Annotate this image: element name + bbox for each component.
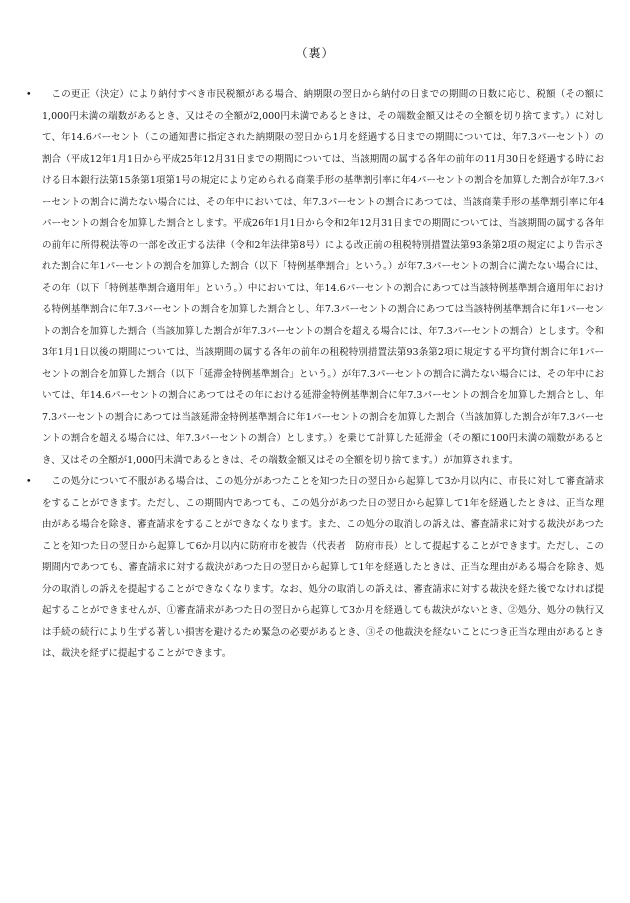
late-fee-paragraph: この更正（決定）により納付すべき市民税額がある場合、納期限の翌日から納付の日までの期間の日数に応じ、税額（その額に1,000円未満の端数があるとき、又はその全額が2,000円未満であるときは、その端数金額又はその全額を切り捨てます。）に対して、年14.6パーセント（この通知書に指定された納期限の翌日から1月を経過する日までの期間については、年7.3パーセント）の割合（平成12年1月1日から平成25年12月31日までの期間については、当該期間の属する各年の前年の11月30日を経過する時における日本銀行法第15条第1項第1号の規定により定められる商業手形の基準割引率に年4パーセントの割合を加算した割合が年7.3パーセントの割合に満たない場合には、その年中においては、年7.3パーセントの割合にあつては、当該商業手形の基準割引率に年4パーセントの割合を加算した割合とします。平成26年1月1日から令和2年12月31日までの期間については、当該期間の属する各年の前年に所得税法等の一部を改正する法律（令和2年法律第8号）による改正前の租税特別措置法第93条第2項の規定により告示された割合に年1パーセントの割合を加算した割合（以下「特例基準割合」という。）が年7.3パーセントの割合に満たない場合には、その年（以下「特例基準割合適用年」という。）中においては、年14.6パーセントの割合にあつては当該特例基準割合適用年における特例基準割合に年7.3パーセントの割合を加算した割合とし、年7.3パーセントの割合にあつては当該特例基準割合に年1パーセントの割合を加算した割合（当該加算した割合が年7.3パーセントの割合を超える場合には、年7.3パーセントの割合）とします。令和3年1月1日以後の期間については、当該期間の属する各年の前年の租税特別措置法第93条第2項に規定する平均貸付割合に年1パーセントの割合を加算した割合（以下「延滞金特例基準割合」という。）が年7.3パーセントの割合に満たない場合には、その年中においては、年14.6パーセントの割合にあつてはその年における延滞金特例基準割合に年7.3パーセントの割合を加算した割合とし、年7.3パーセントの割合にあつては当該延滞金特例基準割合に年1パーセントの割合を加算した割合（当該加算した割合が年7.3パーセントの割合を超える場合には、年7.3パーセントの割合）とします。）を乗じて計算した延滞金（その額に100円未満の端数があるとき、又はその全額が1,000円未満であるときは、その端数金額又はその全額を切り捨てます。）が加算されます。 bbox=[42, 89, 604, 466]
bullet-marker: • bbox=[26, 89, 32, 100]
appeal-paragraph: この処分について不服がある場合は、この処分があつたことを知つた日の翌日から起算して3か月以内に、市長に対して審査請求をすることができます。ただし、この期間内であつても、この処分があつた日の翌日から起算して1年を経過したときは、正当な理由がある場合を除き、審査請求をすることができなくなります。また、この処分の取消しの訴えは、審査請求に対する裁決があつたことを知つた日の翌日から起算して6か月以内に防府市を被告（代表者 防府市長）として提起することができます。ただし、この期間内であつても、審査請求に対する裁決があつた日の翌日から起算して1年を経過したときは、正当な理由がある場合を除き、処分の取消しの訴えを提起することができなくなります。なお、処分の取消しの訴えは、審査請求に対する裁決を経た後でなければ提起することができませんが、①審査請求があつた日の翌日から起算して3か月を経過しても裁決がないとき、②処分、処分の執行又は手続の続行により生ずる著しい損害を避けるため緊急の必要があるとき、③その他裁決を経ないことにつき正当な理由があるときは、裁決を経ずに提起することができます。 bbox=[42, 476, 604, 659]
bullet-marker: • bbox=[26, 476, 32, 487]
list-item-late-fee bbox=[20, 84, 604, 471]
list-item-appeal bbox=[20, 471, 604, 665]
notice-body bbox=[20, 84, 604, 665]
page-title: （裏） bbox=[295, 46, 335, 60]
